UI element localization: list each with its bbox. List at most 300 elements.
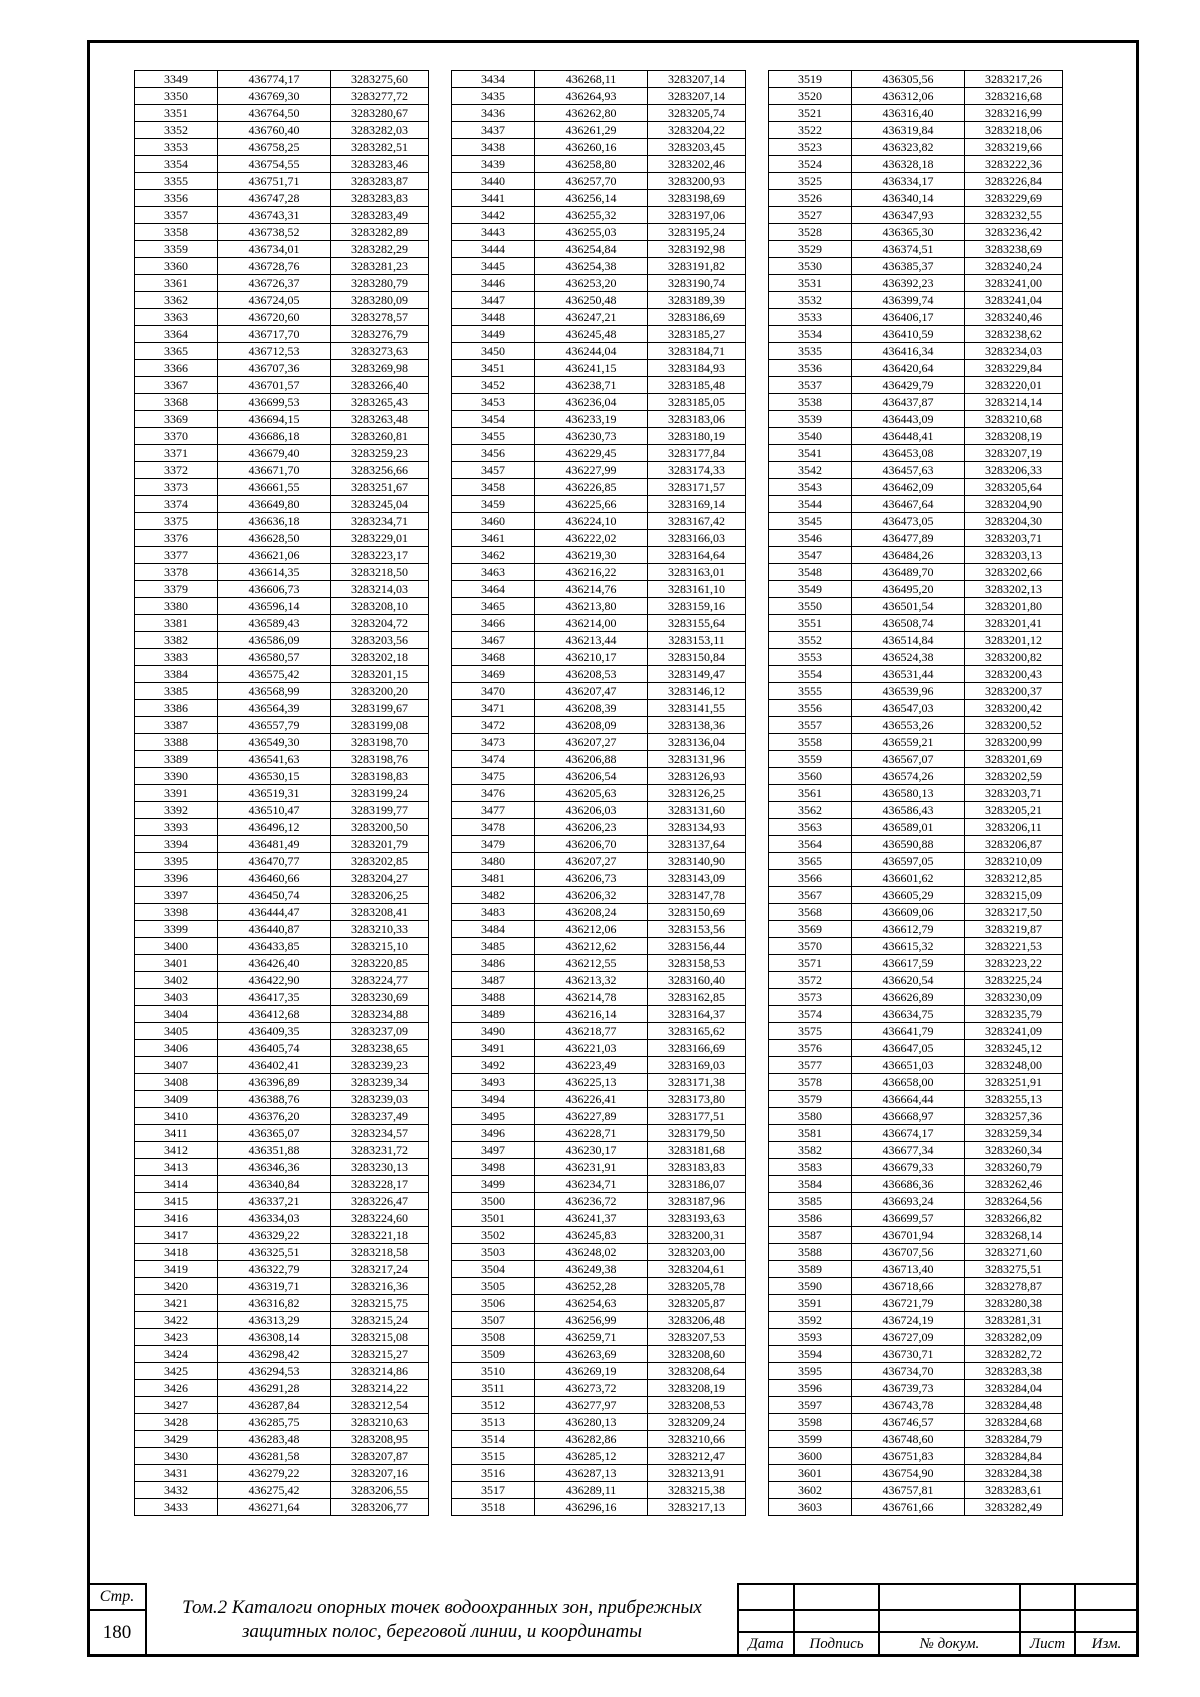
x-coordinate: 436392,23: [852, 275, 965, 292]
point-number: 3485: [452, 938, 535, 955]
table-row: [769, 1074, 1063, 1091]
table-row: [769, 513, 1063, 530]
x-coordinate: 436649,80: [218, 496, 331, 513]
point-number: 3428: [135, 1414, 218, 1431]
point-number: 3534: [769, 326, 852, 343]
y-coordinate: 3283201,79: [331, 836, 429, 853]
x-coordinate: 436429,79: [852, 377, 965, 394]
table-row: [769, 1312, 1063, 1329]
y-coordinate: 3283200,52: [965, 717, 1063, 734]
point-number: 3528: [769, 224, 852, 241]
table-row: [135, 1125, 429, 1142]
point-number: 3467: [452, 632, 535, 649]
x-coordinate: 436337,21: [218, 1193, 331, 1210]
table-row: [135, 394, 429, 411]
table-row: [769, 1108, 1063, 1125]
y-coordinate: 3283280,67: [331, 105, 429, 122]
table-row: [769, 496, 1063, 513]
y-coordinate: 3283207,53: [648, 1329, 746, 1346]
x-coordinate: 436553,26: [852, 717, 965, 734]
point-number: 3489: [452, 1006, 535, 1023]
table-row: [452, 683, 746, 700]
table-row: [769, 1380, 1063, 1397]
y-coordinate: 3283207,14: [648, 88, 746, 105]
x-coordinate: 436249,38: [535, 1261, 648, 1278]
point-number: 3383: [135, 649, 218, 666]
table-row: [135, 1074, 429, 1091]
y-coordinate: 3283199,08: [331, 717, 429, 734]
x-coordinate: 436495,20: [852, 581, 965, 598]
table-row: [135, 1176, 429, 1193]
table-row: [452, 1023, 746, 1040]
x-coordinate: 436259,71: [535, 1329, 648, 1346]
y-coordinate: 3283282,29: [331, 241, 429, 258]
x-coordinate: 436668,97: [852, 1108, 965, 1125]
table-row: [452, 547, 746, 564]
table-row: [769, 564, 1063, 581]
y-coordinate: 3283162,85: [648, 989, 746, 1006]
point-number: 3393: [135, 819, 218, 836]
point-number: 3469: [452, 666, 535, 683]
x-coordinate: 436751,83: [852, 1448, 965, 1465]
y-coordinate: 3283259,23: [331, 445, 429, 462]
rev-cell: [793, 1583, 880, 1611]
table-row: [135, 1142, 429, 1159]
x-coordinate: 436334,03: [218, 1210, 331, 1227]
x-coordinate: 436365,07: [218, 1125, 331, 1142]
y-coordinate: 3283230,09: [965, 989, 1063, 1006]
y-coordinate: 3283214,86: [331, 1363, 429, 1380]
table-row: [135, 1312, 429, 1329]
y-coordinate: 3283141,55: [648, 700, 746, 717]
point-number: 3400: [135, 938, 218, 955]
table-row: [452, 496, 746, 513]
y-coordinate: 3283203,13: [965, 547, 1063, 564]
table-row: [135, 751, 429, 768]
x-coordinate: 436305,56: [852, 71, 965, 88]
table-row: [135, 836, 429, 853]
table-row: [452, 479, 746, 496]
x-coordinate: 436686,36: [852, 1176, 965, 1193]
point-number: 3365: [135, 343, 218, 360]
y-coordinate: 3283215,09: [965, 887, 1063, 904]
x-coordinate: 436743,78: [852, 1397, 965, 1414]
x-coordinate: 436651,03: [852, 1057, 965, 1074]
y-coordinate: 3283239,23: [331, 1057, 429, 1074]
x-coordinate: 436233,19: [535, 411, 648, 428]
y-coordinate: 3283224,60: [331, 1210, 429, 1227]
x-coordinate: 436245,48: [535, 326, 648, 343]
point-number: 3438: [452, 139, 535, 156]
point-number: 3476: [452, 785, 535, 802]
y-coordinate: 3283275,60: [331, 71, 429, 88]
y-coordinate: 3283201,15: [331, 666, 429, 683]
point-number: 3439: [452, 156, 535, 173]
table-row: [452, 428, 746, 445]
point-number: 3474: [452, 751, 535, 768]
point-number: 3479: [452, 836, 535, 853]
table-row: [452, 173, 746, 190]
point-number: 3598: [769, 1414, 852, 1431]
y-coordinate: 3283206,77: [331, 1499, 429, 1516]
x-coordinate: 436388,76: [218, 1091, 331, 1108]
x-coordinate: 436757,81: [852, 1482, 965, 1499]
y-coordinate: 3283283,49: [331, 207, 429, 224]
point-number: 3353: [135, 139, 218, 156]
point-number: 3562: [769, 802, 852, 819]
table-row: [135, 802, 429, 819]
y-coordinate: 3283223,22: [965, 955, 1063, 972]
point-number: 3422: [135, 1312, 218, 1329]
table-row: [452, 870, 746, 887]
y-coordinate: 3283200,43: [965, 666, 1063, 683]
x-coordinate: 436231,91: [535, 1159, 648, 1176]
point-number: 3463: [452, 564, 535, 581]
point-number: 3473: [452, 734, 535, 751]
y-coordinate: 3283216,36: [331, 1278, 429, 1295]
y-coordinate: 3283202,85: [331, 853, 429, 870]
x-coordinate: 436470,77: [218, 853, 331, 870]
x-coordinate: 436214,76: [535, 581, 648, 598]
x-coordinate: 436254,63: [535, 1295, 648, 1312]
y-coordinate: 3283150,84: [648, 649, 746, 666]
x-coordinate: 436661,55: [218, 479, 331, 496]
table-row: [135, 224, 429, 241]
x-coordinate: 436547,03: [852, 700, 965, 717]
table-row: [452, 411, 746, 428]
table-row: [452, 1295, 746, 1312]
table-row: [452, 819, 746, 836]
y-coordinate: 3283271,60: [965, 1244, 1063, 1261]
table-row: [452, 156, 746, 173]
table-row: [452, 1499, 746, 1516]
table-row: [769, 1261, 1063, 1278]
table-row: [135, 955, 429, 972]
point-number: 3497: [452, 1142, 535, 1159]
table-row: [135, 717, 429, 734]
point-number: 3576: [769, 1040, 852, 1057]
y-coordinate: 3283202,18: [331, 649, 429, 666]
table-row: [769, 1448, 1063, 1465]
y-coordinate: 3283215,10: [331, 938, 429, 955]
point-number: 3495: [452, 1108, 535, 1125]
table-row: [769, 1023, 1063, 1040]
y-coordinate: 3283215,27: [331, 1346, 429, 1363]
x-coordinate: 436531,44: [852, 666, 965, 683]
y-coordinate: 3283199,77: [331, 802, 429, 819]
table-row: [452, 1312, 746, 1329]
point-number: 3396: [135, 870, 218, 887]
x-coordinate: 436208,09: [535, 717, 648, 734]
x-coordinate: 436322,79: [218, 1261, 331, 1278]
table-row: [769, 156, 1063, 173]
point-number: 3565: [769, 853, 852, 870]
table-row: [769, 190, 1063, 207]
table-row: [135, 564, 429, 581]
y-coordinate: 3283210,68: [965, 411, 1063, 428]
point-number: 3533: [769, 309, 852, 326]
y-coordinate: 3283147,78: [648, 887, 746, 904]
y-coordinate: 3283163,01: [648, 564, 746, 581]
x-coordinate: 436346,36: [218, 1159, 331, 1176]
table-row: [135, 1482, 429, 1499]
table-row: [769, 445, 1063, 462]
x-coordinate: 436758,25: [218, 139, 331, 156]
x-coordinate: 436605,29: [852, 887, 965, 904]
table-row: [769, 683, 1063, 700]
point-number: 3527: [769, 207, 852, 224]
point-number: 3526: [769, 190, 852, 207]
point-number: 3459: [452, 496, 535, 513]
point-number: 3508: [452, 1329, 535, 1346]
table-row: [769, 479, 1063, 496]
y-coordinate: 3283183,83: [648, 1159, 746, 1176]
x-coordinate: 436213,80: [535, 598, 648, 615]
point-number: 3509: [452, 1346, 535, 1363]
point-number: 3545: [769, 513, 852, 530]
y-coordinate: 3283240,46: [965, 309, 1063, 326]
x-coordinate: 436589,43: [218, 615, 331, 632]
point-number: 3410: [135, 1108, 218, 1125]
point-number: 3432: [135, 1482, 218, 1499]
x-coordinate: 436279,22: [218, 1465, 331, 1482]
x-coordinate: 436254,38: [535, 258, 648, 275]
y-coordinate: 3283263,48: [331, 411, 429, 428]
x-coordinate: 436212,06: [535, 921, 648, 938]
y-coordinate: 3283284,68: [965, 1414, 1063, 1431]
table-row: [135, 615, 429, 632]
y-coordinate: 3283153,56: [648, 921, 746, 938]
y-coordinate: 3283126,25: [648, 785, 746, 802]
table-row: [135, 275, 429, 292]
x-coordinate: 436227,89: [535, 1108, 648, 1125]
point-number: 3541: [769, 445, 852, 462]
x-coordinate: 436262,80: [535, 105, 648, 122]
x-coordinate: 436621,06: [218, 547, 331, 564]
point-number: 3390: [135, 768, 218, 785]
table-row: [135, 360, 429, 377]
x-coordinate: 436671,70: [218, 462, 331, 479]
point-number: 3486: [452, 955, 535, 972]
x-coordinate: 436484,26: [852, 547, 965, 564]
y-coordinate: 3283283,87: [331, 173, 429, 190]
point-number: 3499: [452, 1176, 535, 1193]
table-row: [452, 1380, 746, 1397]
y-coordinate: 3283165,62: [648, 1023, 746, 1040]
y-coordinate: 3283198,70: [331, 734, 429, 751]
table-row: [769, 71, 1063, 88]
table-row: [135, 1210, 429, 1227]
x-coordinate: 436216,14: [535, 1006, 648, 1023]
y-coordinate: 3283166,69: [648, 1040, 746, 1057]
y-coordinate: 3283262,46: [965, 1176, 1063, 1193]
y-coordinate: 3283232,55: [965, 207, 1063, 224]
point-number: 3464: [452, 581, 535, 598]
y-coordinate: 3283205,74: [648, 105, 746, 122]
table-row: [135, 88, 429, 105]
point-number: 3437: [452, 122, 535, 139]
table-row: [769, 1414, 1063, 1431]
y-coordinate: 3283208,19: [965, 428, 1063, 445]
x-coordinate: 436287,84: [218, 1397, 331, 1414]
point-number: 3505: [452, 1278, 535, 1295]
y-coordinate: 3283171,38: [648, 1074, 746, 1091]
x-coordinate: 436730,71: [852, 1346, 965, 1363]
table-row: [452, 1108, 746, 1125]
table-row: [452, 1159, 746, 1176]
y-coordinate: 3283201,69: [965, 751, 1063, 768]
table-row: [769, 751, 1063, 768]
table-row: [452, 1125, 746, 1142]
point-number: 3548: [769, 564, 852, 581]
point-number: 3491: [452, 1040, 535, 1057]
x-coordinate: 436214,00: [535, 615, 648, 632]
point-number: 3570: [769, 938, 852, 955]
point-number: 3357: [135, 207, 218, 224]
point-number: 3350: [135, 88, 218, 105]
coordinate-table-3: [768, 70, 1063, 1516]
point-number: 3372: [135, 462, 218, 479]
table-row: [452, 1482, 746, 1499]
x-coordinate: 436376,20: [218, 1108, 331, 1125]
table-row: [452, 1193, 746, 1210]
y-coordinate: 3283186,69: [648, 309, 746, 326]
table-row: [769, 207, 1063, 224]
y-coordinate: 3283268,14: [965, 1227, 1063, 1244]
point-number: 3490: [452, 1023, 535, 1040]
x-coordinate: 436294,53: [218, 1363, 331, 1380]
x-coordinate: 436416,34: [852, 343, 965, 360]
point-number: 3358: [135, 224, 218, 241]
point-number: 3591: [769, 1295, 852, 1312]
y-coordinate: 3283282,09: [965, 1329, 1063, 1346]
y-coordinate: 3283280,09: [331, 292, 429, 309]
x-coordinate: 436658,00: [852, 1074, 965, 1091]
point-number: 3448: [452, 309, 535, 326]
y-coordinate: 3283191,82: [648, 258, 746, 275]
y-coordinate: 3283184,71: [648, 343, 746, 360]
x-coordinate: 436443,09: [852, 411, 965, 428]
y-coordinate: 3283208,53: [648, 1397, 746, 1414]
point-number: 3506: [452, 1295, 535, 1312]
x-coordinate: 436228,71: [535, 1125, 648, 1142]
y-coordinate: 3283251,91: [965, 1074, 1063, 1091]
table-row: [452, 1244, 746, 1261]
y-coordinate: 3283221,18: [331, 1227, 429, 1244]
y-coordinate: 3283187,96: [648, 1193, 746, 1210]
x-coordinate: 436574,26: [852, 768, 965, 785]
rev-cell: [737, 1583, 795, 1611]
x-coordinate: 436210,17: [535, 649, 648, 666]
y-coordinate: 3283213,91: [648, 1465, 746, 1482]
table-row: [452, 1074, 746, 1091]
x-coordinate: 436617,59: [852, 955, 965, 972]
table-row: [769, 700, 1063, 717]
x-coordinate: 436255,32: [535, 207, 648, 224]
table-row: [452, 615, 746, 632]
table-row: [452, 564, 746, 581]
table-row: [452, 904, 746, 921]
table-row: [769, 938, 1063, 955]
table-row: [135, 785, 429, 802]
table-row: [135, 1346, 429, 1363]
table-row: [452, 445, 746, 462]
x-coordinate: 436248,02: [535, 1244, 648, 1261]
x-coordinate: 436328,18: [852, 156, 965, 173]
x-coordinate: 436207,27: [535, 853, 648, 870]
y-coordinate: 3283231,72: [331, 1142, 429, 1159]
x-coordinate: 436761,66: [852, 1499, 965, 1516]
y-coordinate: 3283215,24: [331, 1312, 429, 1329]
y-coordinate: 3283153,11: [648, 632, 746, 649]
y-coordinate: 3283200,50: [331, 819, 429, 836]
x-coordinate: 436399,74: [852, 292, 965, 309]
x-coordinate: 436481,49: [218, 836, 331, 853]
table-row: [769, 547, 1063, 564]
table-row: [135, 496, 429, 513]
point-number: 3536: [769, 360, 852, 377]
point-number: 3538: [769, 394, 852, 411]
point-number: 3585: [769, 1193, 852, 1210]
table-row: [769, 1346, 1063, 1363]
table-row: [452, 751, 746, 768]
y-coordinate: 3283218,50: [331, 564, 429, 581]
point-number: 3407: [135, 1057, 218, 1074]
y-coordinate: 3283234,88: [331, 1006, 429, 1023]
y-coordinate: 3283278,87: [965, 1278, 1063, 1295]
point-number: 3504: [452, 1261, 535, 1278]
y-coordinate: 3283236,42: [965, 224, 1063, 241]
date-label: Дата: [737, 1631, 795, 1657]
point-number: 3535: [769, 343, 852, 360]
y-coordinate: 3283281,31: [965, 1312, 1063, 1329]
table-row: [135, 581, 429, 598]
y-coordinate: 3283237,09: [331, 1023, 429, 1040]
x-coordinate: 436205,63: [535, 785, 648, 802]
table-row: [452, 989, 746, 1006]
table-row: [769, 1193, 1063, 1210]
x-coordinate: 436214,78: [535, 989, 648, 1006]
x-coordinate: 436614,35: [218, 564, 331, 581]
table-row: [452, 105, 746, 122]
x-coordinate: 436221,03: [535, 1040, 648, 1057]
y-coordinate: 3283199,24: [331, 785, 429, 802]
x-coordinate: 436226,41: [535, 1091, 648, 1108]
point-number: 3494: [452, 1091, 535, 1108]
y-coordinate: 3283201,12: [965, 632, 1063, 649]
table-row: [769, 1142, 1063, 1159]
y-coordinate: 3283277,72: [331, 88, 429, 105]
rev-cell: [737, 1609, 795, 1633]
x-coordinate: 436720,60: [218, 309, 331, 326]
x-coordinate: 436260,16: [535, 139, 648, 156]
y-coordinate: 3283203,56: [331, 632, 429, 649]
x-coordinate: 436206,03: [535, 802, 648, 819]
point-number: 3577: [769, 1057, 852, 1074]
y-coordinate: 3283216,68: [965, 88, 1063, 105]
table-row: [769, 258, 1063, 275]
table-row: [452, 649, 746, 666]
x-coordinate: 436734,01: [218, 241, 331, 258]
table-row: [135, 700, 429, 717]
x-coordinate: 436226,85: [535, 479, 648, 496]
x-coordinate: 436269,19: [535, 1363, 648, 1380]
x-coordinate: 436717,70: [218, 326, 331, 343]
y-coordinate: 3283230,69: [331, 989, 429, 1006]
point-number: 3492: [452, 1057, 535, 1074]
table-row: [769, 360, 1063, 377]
table-row: [135, 972, 429, 989]
